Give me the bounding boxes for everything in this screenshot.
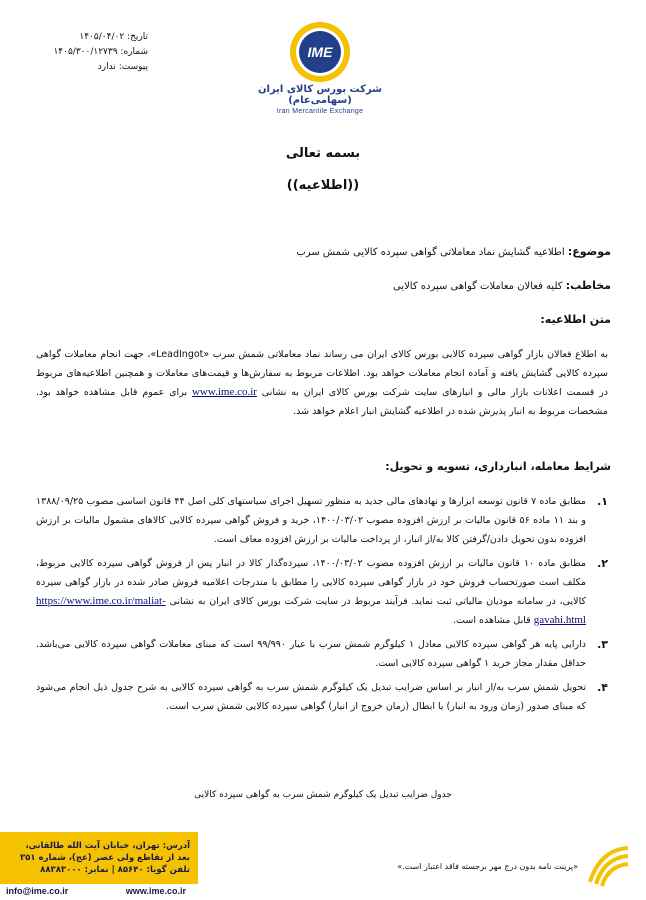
print-disclaimer: «پرینت نامه بدون درج مهر برجسته فاقد اعتبار است.» [397,862,578,871]
letter-metadata [8,30,148,75]
tax-guide-link[interactable]: https://www.ime.co.ir/maliat-gavahi.html [36,595,586,626]
conditions-title: شرایط معامله، انبارداری، تسویه و تحویل: [385,460,611,473]
subject-text: اطلاعیه گشایش نماد معاملاتی گواهی سپرده کالایی شمش سرب [296,247,565,258]
list-item: ۱. مطابق ماده ۷ قانون توسعه ابزارها و نهادهای مالی جدید به منظور تسهیل اجرای سیاستهای کلی اصل ۴۴ قانون اساسی مصوب ۱۳۸۸/۰۹/۲۵ و بند ۱۱ ماده ۵۶ قانون مالیات بر ارزش افزوده مصوب ۱۴۰۰/۰۳/۰۲، خرید و فروش گواهی سپرده کالایی کالاهای مشمول مالیات بر ارزش افزوده بدون تحویل دادن/گرفتن کالا به/از انبار، از پرداخت مالیات بر ارزش افزوده معاف است. [36,492,608,549]
list-item: ۳. دارایی پایه هر گواهی سپرده کالایی معادل ۱ کیلوگرم شمش سرب با عیار ۹۹/۹۹۰ است که مبنای معاملات گواهی سپرده کالایی می‌باشد. حداقل مقدار مجاز خرید ۱ گواهی سپرده کالایی است. [36,635,608,673]
item-number: ۳. [597,638,608,651]
item-number: ۲. [597,557,608,570]
item-number: ۱. [597,495,608,508]
item-number: ۴. [597,681,608,694]
date-row: تاریخ: ۱۴۰۵/۰۴/۰۲ [79,32,148,42]
bismillah-heading: بسمه تعالی [285,146,361,161]
audience-label: مخاطب: [565,279,611,292]
list-item: ۴. تحویل شمش سرب به/از انبار بر اساس ضرایب تبدیل یک کیلوگرم شمش سرب به گواهی سپرده کالایی به شرح جدول ذیل انجام می‌شود که مبنای صدور (زمان ورود به انبار) یا ابطال (زمان خروج از انبار) گواهی سپرده کالایی شمش سرب است. [36,678,608,716]
number-row: شماره: ۱۴۰۵/۳۰۰/۱۲۷۳۹ [53,47,148,57]
web-contact-row [0,883,198,900]
body-label: متن اطلاعیه: [540,313,611,326]
ime-website-link[interactable]: www.ime.co.ir [191,386,257,398]
contact-box [0,832,198,900]
ime-mark-text: IME [307,44,333,60]
subject-line [296,245,611,258]
audience-text: کلیه فعالان معاملات گواهی سپرده کالایی [392,281,563,292]
list-item: ۲. مطابق ماده ۱۰ قانون مالیات بر ارزش افزوده مصوب ۱۴۰۰/۰۳/۰۲، سپرده‌گذار کالا در انبار پس از فروش گواهی سپرده کالایی مربوط، مکلف است صورتحساب فروش خود در بازار گواهی سپرده کالایی را مطابق با مندرجات اعلامیه فروش صادر شده در بازار گواهی سپرده کالایی، در سامانه مودیان مالیاتی ثبت نماید. فرآیند مربوط در سایت شرکت بورس کالای ایران به نشانی https://www.ime.co.ir/maliat-gavahi.html قابل مشاهده است. [36,554,608,630]
website-link[interactable]: www.ime.co.ir [125,886,186,896]
subject-label: موضوع: [567,245,611,258]
attachment-row: پیوست: ندارد [97,62,148,72]
company-name-en: Iran Mercantile Exchange [276,108,364,115]
intro-paragraph: به اطلاع فعالان بازار گواهی سپرده کالایی بورس کالای ایران می رساند نماد معاملاتی شمش سرب «LeadIngot»، جهت انجام معاملات گواهی سپرده کالایی گشایش یافته و آماده انجام معاملات خواهد بود. اطلاعات مربوط به سفارش‌ها و قیمت‌های معاملات و همچنین اطلاعیه‌های مربوط در قسمت اعلانات بازار مالی و انبارهای سایت شرکت بورس کالای ایران به نشانی www.ime.co.ir برای عموم قابل مشاهده خواهد بود. مشخصات مربوط به انبار پذیرش شده در اطلاعیه گشایش انبار اعلام خواهد شد. [36,349,608,417]
announcement-heading: ((اطلاعیه)) [286,178,360,193]
conditions-list [36,492,608,721]
table-caption: جدول ضرایب تبدیل یک کیلوگرم شمش سرب به گواهی سپرده کالایی [194,790,452,800]
email-link[interactable]: info@ime.co.ir [6,886,69,896]
audience-line [393,279,611,292]
ime-logo [230,20,410,115]
address-block: آدرس: تهران، خیابان آیت الله طالقانی، بعد از تقاطع ولی عصر (عج)، شماره ۳۵۱ تلفن گویا: ۸۵۶۴۰ | نمابر: ۸۸۳۸۳۰۰۰ [20,841,190,875]
brand-stripes-icon [586,842,632,888]
company-name-fa: شرکت بورس کالای ایران (سهامی‌عام) [257,84,383,106]
ime-emblem-icon [288,20,352,84]
